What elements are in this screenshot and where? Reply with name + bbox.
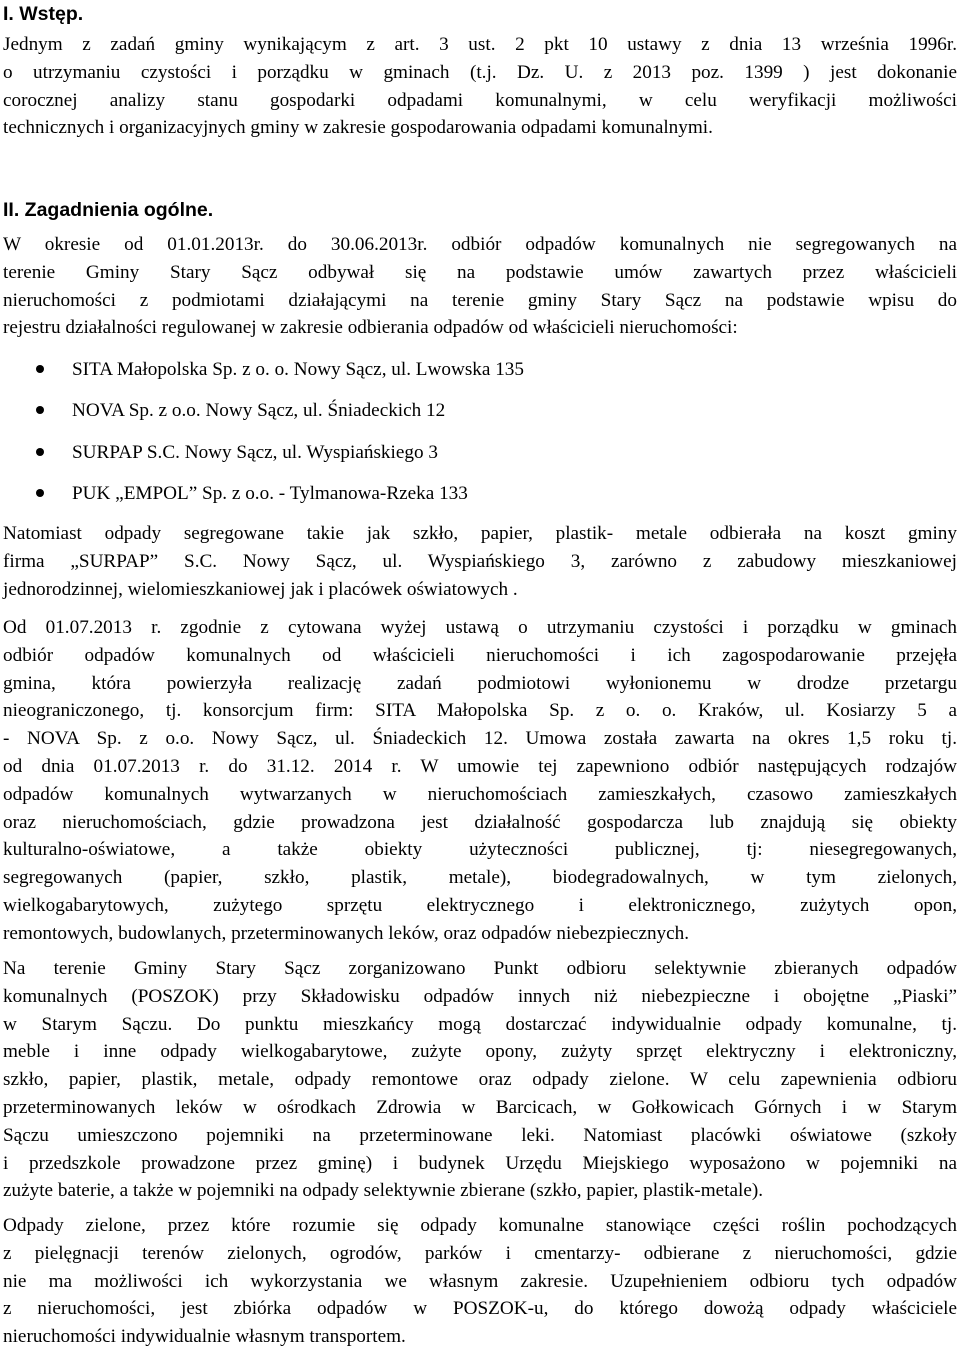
- july-line-10: segregowanych (papier, szkło, plastik, metale), biodegradowalnych, w tym zielonych,: [3, 867, 957, 889]
- poszok-paragraph: [3, 955, 957, 1205]
- poszok-line-8: i przedszkole prowadzone przez gminę) i budynek Urzędu Miejskiego wyposażono w pojemniki na: [3, 1152, 957, 1174]
- general-line-1: W okresie od 01.01.2013r. do 30.06.2013r. odbiór odpadów komunalnych nie segregowanych na: [3, 234, 957, 255]
- july-line-8: oraz nieruchomościach, gdzie prowadzona jest działalność gospodarcza lub znajdują się obiekty: [3, 811, 957, 833]
- section-1-heading: I. Wstęp.: [3, 3, 84, 25]
- intro-line-3: corocznej analizy stanu gospodarki odpadami komunalnymi, w celu weryfikacji możliwości: [3, 89, 957, 111]
- green-line-5: nieruchomości indywidualnie własnym transportem.: [3, 1326, 406, 1348]
- green-waste-paragraph: [3, 1212, 957, 1351]
- green-line-4: z nieruchomości, jest zbiórka odpadów w POSZOK-u, do którego dowożą odpady właściciele: [3, 1298, 957, 1320]
- bullet-icon: [36, 448, 44, 456]
- july-line-5: - NOVA Sp. z o.o. Nowy Sącz, ul. Śniadeckich 12. Umowa została zawarta na okres 1,5 roku tj.: [3, 728, 957, 750]
- bullet-icon: [36, 365, 44, 373]
- july-line-1: Od 01.07.2013 r. zgodnie z cytowana wyżej ustawą o utrzymaniu czystości i porządku w gminach: [3, 617, 957, 638]
- july-line-7: odpadów komunalnych wytwarzanych w nieruchomościach zamieszkałych, czasowo zamieszkałych: [3, 783, 957, 805]
- from-july-paragraph: [3, 614, 957, 948]
- list-item: [0, 439, 960, 467]
- july-line-2: odbiór odpadów komunalnych od właścicieli nieruchomości i ich zagospodarowanie przejęła: [3, 644, 957, 666]
- intro-paragraph: [3, 31, 957, 142]
- bullet-icon: [36, 406, 44, 414]
- bullet-icon: [36, 489, 44, 497]
- company-name: NOVA Sp. z o.o. Nowy Sącz, ul. Śniadeckich 12: [72, 400, 446, 421]
- poszok-line-1: Na terenie Gminy Stary Sącz zorganizowano Punkt odbioru selektywnie zbieranych odpadów: [3, 958, 957, 979]
- july-line-11: wielkogabarytowych, zużytego sprzętu elektrycznego i elektronicznego, zużytych opon,: [3, 894, 957, 916]
- general-line-4: rejestru działalności regulowanej w zakresie odbierania odpadów od właścicieli nieruchomości:: [3, 317, 738, 339]
- poszok-line-5: szkło, papier, plastik, metale, odpady remontowe oraz odpady zielone. W celu zapewnienia odbioru: [3, 1069, 957, 1091]
- segregated-waste-paragraph: [3, 520, 957, 603]
- segregated-line-3: jednorodzinnej, wielomieszkaniowej jak i placówek oświatowych .: [3, 578, 518, 600]
- green-line-3: nie ma możliwości ich wykorzystania we własnym zakresie. Uzupełnieniem odbioru tych odpadów: [3, 1270, 957, 1292]
- poszok-line-2: komunalnych (POSZOK) przy Składowisku odpadów innych niż niebezpieczne i obojętne „Piaski”: [3, 985, 957, 1007]
- list-item: [0, 397, 960, 425]
- general-line-3: nieruchomości z podmiotami działającymi na terenie gminy Stary Sącz na podstawie wpisu do: [3, 289, 957, 311]
- poszok-line-7: Sączu umieszczono pojemniki na przeterminowane leki. Natomiast placówki oświatowe (szkoły: [3, 1124, 957, 1146]
- list-item: [0, 356, 960, 384]
- july-line-4: nieograniczonego, tj. konsorcjum firm: SITA Małopolska Sp. z o. o. Kraków, ul. Kosiarzy 5 a: [3, 700, 957, 722]
- poszok-line-4: meble i inne odpady wielkogabarytowe, zużyte opony, zużyty sprzęt elektryczny i elektroniczny,: [3, 1041, 957, 1063]
- general-line-2: terenie Gminy Stary Sącz odbywał się na podstawie umów zawartych przez właścicieli: [3, 261, 957, 283]
- green-line-2: z pielęgnacji terenów zielonych, ogrodów, parków i cmentarzy- odbierane z nieruchomości, gdzie: [3, 1242, 957, 1264]
- intro-line-2: o utrzymaniu czystości i porządku w gminach (t.j. Dz. U. z 2013 poz. 1399 ) jest dokonanie: [3, 61, 957, 83]
- poszok-line-6: przeterminowanych leków w ośrodkach Zdrowia w Barcicach, w Gołkowicach Górnych i w Starym: [3, 1096, 957, 1118]
- section-2-heading: II. Zagadnienia ogólne.: [3, 199, 214, 221]
- company-name: SURPAP S.C. Nowy Sącz, ul. Wyspiańskiego 3: [72, 442, 438, 463]
- general-paragraph: [3, 231, 957, 342]
- july-line-6: od dnia 01.07.2013 r. do 31.12. 2014 r. W umowie tej zapewniono odbiór następujących rodzajów: [3, 755, 957, 777]
- list-item: [0, 480, 960, 508]
- company-name: PUK „EMPOL” Sp. z o.o. - Tylmanowa-Rzeka 133: [72, 483, 468, 504]
- july-line-12: remontowych, budowlanych, przeterminowanych leków, oraz odpadów niebezpiecznych.: [3, 922, 690, 944]
- poszok-line-3: w Starym Sączu. Do punktu mieszkańcy mogą dostarczać indywidualnie odpady komunalne, tj.: [3, 1013, 957, 1035]
- segregated-line-2: firma „SURPAP” S.C. Nowy Sącz, ul. Wyspiańskiego 3, zarówno z zabudowy mieszkaniowej: [3, 550, 957, 572]
- company-name: SITA Małopolska Sp. z o. o. Nowy Sącz, ul. Lwowska 135: [72, 359, 524, 380]
- july-line-3: gmina, która powierzyła realizację zadań podmiotowi wyłonionemu w drodze przetargu: [3, 672, 957, 694]
- segregated-line-1: Natomiast odpady segregowane takie jak szkło, papier, plastik- metale odbierała na koszt gminy: [3, 523, 957, 544]
- intro-line-4: technicznych i organizacyjnych gminy w zakresie gospodarowania odpadami komunalnymi.: [3, 117, 713, 139]
- intro-line-1: Jednym z zadań gminy wynikającym z art. 3 ust. 2 pkt 10 ustawy z dnia 13 września 1996r.: [3, 34, 957, 55]
- green-line-1: Odpady zielone, przez które rozumie się odpady komunalne stanowiące części roślin pochodzących: [3, 1215, 957, 1236]
- poszok-line-9: zużyte baterie, a także w pojemniki na odpady selektywnie zbierane (szkło, papier, plastik-metale).: [3, 1180, 764, 1202]
- july-line-9: kulturalno-oświatowe, a także obiekty użyteczności publicznej, tj: niesegregowanych,: [3, 839, 957, 861]
